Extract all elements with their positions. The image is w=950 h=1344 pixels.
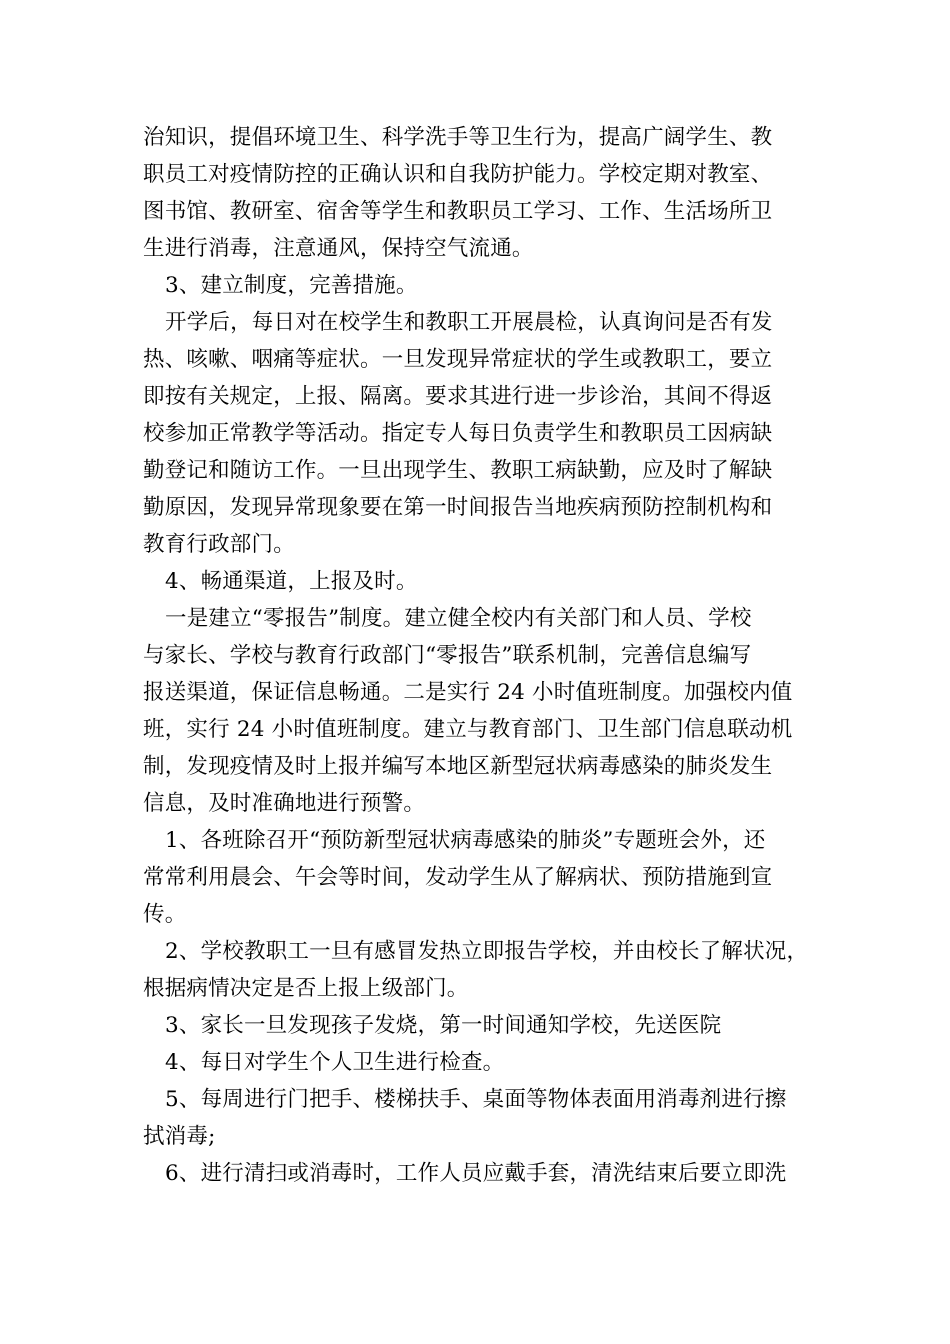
paragraph-line: 即按有关规定，上报、隔离。要求其进行进一步诊治，其间不得返 — [143, 384, 773, 409]
paragraph-line: 传。 — [143, 902, 187, 927]
list-item-6: 6、进行清扫或消毒时，工作人员应戴手套，清洗结束后要立即洗 — [165, 1161, 787, 1186]
paragraph-line: 常常利用晨会、午会等时间，发动学生从了解病状、预防措施到宣 — [143, 865, 773, 890]
paragraph-line: 勤原因，发现异常现象要在第一时间报告当地疾病预防控制机构和 — [143, 495, 773, 520]
paragraph-line: 班，实行 24 小时值班制度。建立与教育部门、卫生部门信息联动机 — [143, 717, 793, 742]
list-item-4: 4、每日对学生个人卫生进行检查。 — [165, 1050, 505, 1075]
list-item-5: 5、每周进行门把手、楼梯扶手、桌面等物体表面用消毒剂进行擦 — [165, 1087, 787, 1112]
section-heading-3: 3、建立制度，完善措施。 — [165, 273, 418, 298]
list-item-1: 1、各班除召开“预防新型冠状病毒感染的肺炎”专题班会外，还 — [165, 828, 766, 853]
list-item-3: 3、家长一旦发现孩子发烧，第一时间通知学校，先送医院 — [165, 1013, 722, 1038]
paragraph-line: 教育行政部门。 — [143, 532, 295, 557]
list-item-2: 2、学校教职工一旦有感冒发热立即报告学校，并由校长了解状况， — [165, 939, 809, 964]
paragraph-line: 勤登记和随访工作。一旦出现学生、教职工病缺勤，应及时了解缺 — [143, 458, 773, 483]
paragraph-line: 生进行消毒，注意通风，保持空气流通。 — [143, 236, 534, 261]
paragraph-line: 制，发现疫情及时上报并编写本地区新型冠状病毒感染的肺炎发生 — [143, 754, 773, 779]
paragraph-line: 信息，及时准确地进行预警。 — [143, 791, 426, 816]
paragraph-line: 治知识，提倡环境卫生、科学洗手等卫生行为，提高广阔学生、教 — [143, 125, 773, 150]
paragraph-line: 职员工对疫情防控的正确认识和自我防护能力。学校定期对教室、 — [143, 162, 773, 187]
section-heading-4: 4、畅通渠道，上报及时。 — [165, 569, 418, 594]
paragraph-line: 拭消毒; — [143, 1124, 216, 1149]
paragraph-line: 校参加正常教学等活动。指定专人每日负责学生和教职员工因病缺 — [143, 421, 773, 446]
paragraph-line: 根据病情决定是否上报上级部门。 — [143, 976, 469, 1001]
paragraph-line: 图书馆、教研室、宿舍等学生和教职员工学习、工作、生活场所卫 — [143, 199, 773, 224]
paragraph-line: 报送渠道，保证信息畅通。二是实行 24 小时值班制度。加强校内值 — [143, 680, 793, 705]
paragraph-line: 与家长、学校与教育行政部门“零报告”联系机制，完善信息编写 — [143, 643, 752, 668]
paragraph-line: 开学后，每日对在校学生和教职工开展晨检，认真询问是否有发 — [165, 310, 773, 335]
paragraph-line: 热、咳嗽、咽痛等症状。一旦发现异常症状的学生或教职工，要立 — [143, 347, 773, 372]
paragraph-line: 一是建立“零报告”制度。建立健全校内有关部门和人员、学校 — [165, 606, 752, 631]
document-body — [143, 119, 823, 1192]
